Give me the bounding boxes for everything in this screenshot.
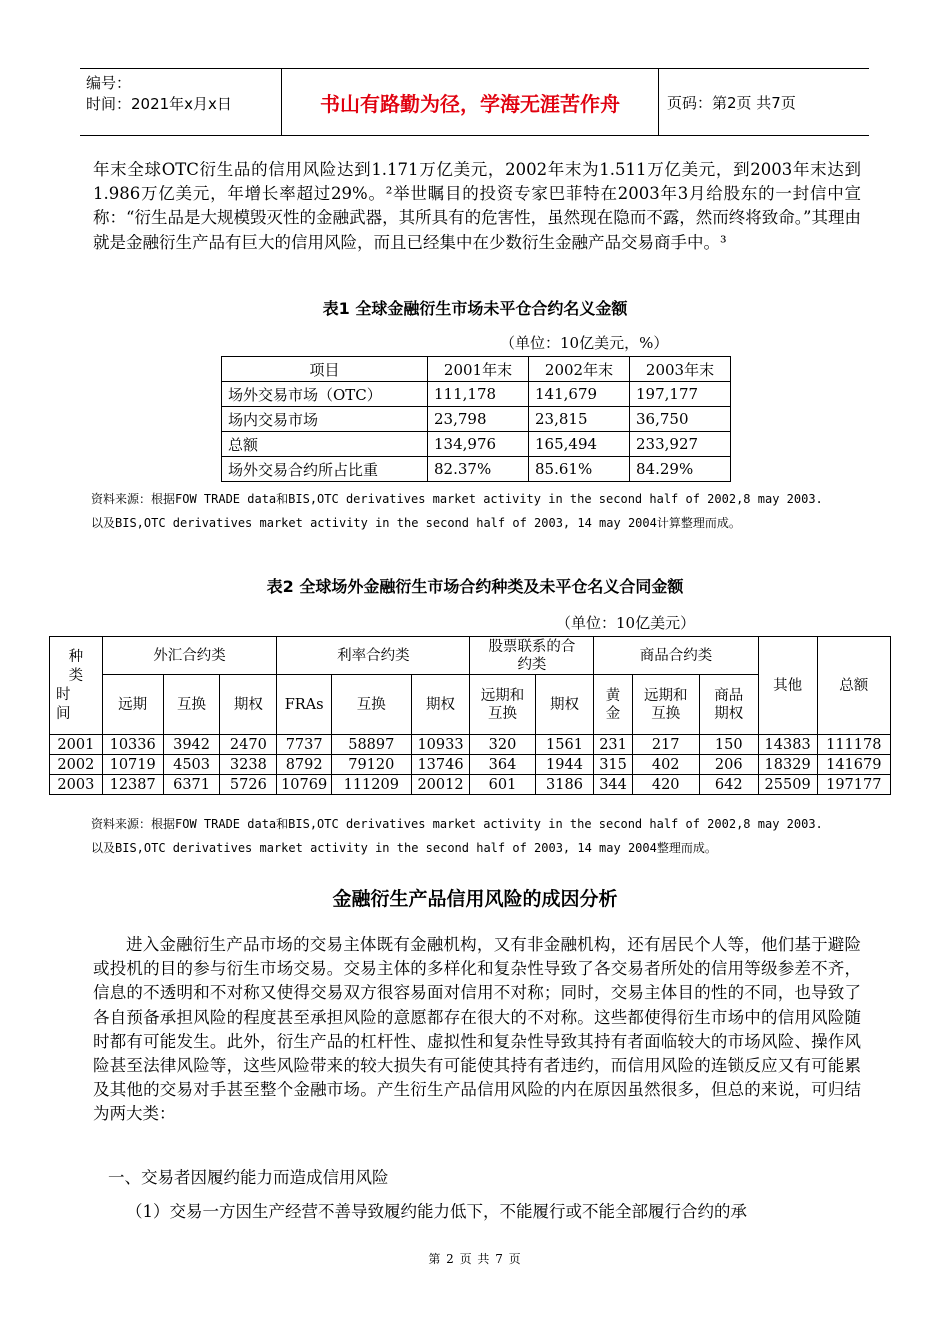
table1-header-row [222,357,731,382]
table2-cell: 14383 [758,735,817,755]
table2-cell: 3186 [535,775,594,795]
table2-subheader: 期权 [411,675,470,735]
table2-cell: 150 [699,735,758,755]
table2-corner-bottom: 时间 [56,686,71,722]
table-row [222,432,731,457]
table-row [222,407,731,432]
list-item-1: （1）交易一方因生产经营不善导致履约能力低下，不能履行或不能全部履行合约的承 [126,1202,747,1221]
table2-cell: 7737 [277,735,332,755]
table2-cell: 18329 [758,755,817,775]
table1-cell: 场外交易合约所占比重 [222,457,428,482]
table1-caption: 表1 全球金融衍生市场未平仓合约名义金额 [322,299,628,318]
table2-cell: 344 [594,775,632,795]
table1-header-cell: 2003年末 [630,357,731,382]
table2-subheader: FRAs [277,675,332,735]
table1-cell: 场外交易市场（OTC） [222,382,428,407]
table2-source-line2: 以及BIS,OTC derivatives market activity in the second half of 2003, 14 may 2004整理而成。 [91,841,717,855]
header-page-info: 页码：第2页 共7页 [667,93,796,112]
table1-header-cell: 2001年末 [428,357,529,382]
table2-subheader [632,675,699,735]
table2-subheader: 远期 [102,675,163,735]
table1-cell: 36,750 [630,407,731,432]
table2-cell: 6371 [163,775,220,795]
table2-cell: 10719 [102,755,163,775]
table1-cell: 场内交易市场 [222,407,428,432]
table2-cell: 3942 [163,735,220,755]
table2-cell: 111178 [817,735,890,755]
table2-cell: 12387 [102,775,163,795]
table2-cell: 13746 [411,755,470,775]
header-slogan: 书山有路勤为径，学海无涯苦作舟 [282,69,659,135]
table2-cell: 79120 [332,755,412,775]
intro-paragraph: 年末全球OTC衍生品的信用风险达到1.171万亿美元，2002年末为1.511万亿美元，到2003年末达到1.986万亿美元，年增长率超过29%。²举世瞩目的投资专家巴菲特在2003年3月给股东的一封信中宣称：“衍生品是大规模毁灭性的金融武器，其所具有的危害性，虽然现在隐而不露，然而终将致命。”其理由就是金融衍生产品有巨大的信用风险，而且已经集中在少数衍生金融产品交易商手中。³ [93,160,861,252]
table2-corner-top: 种类 [68,648,84,684]
table-row [222,382,731,407]
table1-unit: （单位：10亿美元，%） [500,334,669,352]
table2-cell: 420 [632,775,699,795]
table2-cell: 20012 [411,775,470,795]
section-title: 金融衍生产品信用风险的成因分析 [332,888,618,910]
table1-cell: 23,815 [529,407,630,432]
table2-cell: 2001 [50,735,103,755]
subheading-1: 一、交易者因履约能力而造成信用风险 [108,1168,389,1187]
table2-unit: （单位：10亿美元） [556,614,696,632]
table2-subheader: 期权 [220,675,277,735]
page-footer: 第 2 页 共 7 页 [428,1252,522,1266]
table1-header-cell: 2002年末 [529,357,630,382]
table2-cell: 1561 [535,735,594,755]
table1-cell: 82.37% [428,457,529,482]
table2-cell: 10933 [411,735,470,755]
table2-cell: 2470 [220,735,277,755]
table2-cell: 4503 [163,755,220,775]
table1-cell: 85.61% [529,457,630,482]
table2-group-commodity: 商品合约类 [594,637,758,675]
table-row [222,457,731,482]
table1-cell: 141,679 [529,382,630,407]
table1-cell: 111,178 [428,382,529,407]
table2-cell: 315 [594,755,632,775]
table2-subheader: 互换 [163,675,220,735]
table2-cell: 2002 [50,755,103,775]
table2-cell: 197177 [817,775,890,795]
doc-date: 时间：2021年x月x日 [86,95,232,113]
header-meta [80,69,282,135]
table2-group-equity [470,637,594,675]
table2-cell: 5726 [220,775,277,795]
table2-cell: 3238 [220,755,277,775]
table2-subheader-label: 商品期权 [714,687,744,722]
table2-subheader: 期权 [535,675,594,735]
table2-subheader: 互换 [332,675,412,735]
table2-cell: 217 [632,735,699,755]
table2-cell: 601 [470,775,535,795]
table2-group-other: 其他 [758,637,817,735]
table2-group-equity-label: 股票联系的合约类 [488,638,576,673]
table1-cell: 134,976 [428,432,529,457]
body-paragraph: 进入金融衍生产品市场的交易主体既有金融机构，又有非金融机构，还有居民个人等，他们基于避险或投机的目的参与衍生市场交易。交易主体的多样化和复杂性导致了各交易者所处的信用等级参差不齐，信息的不透明和不对称又使得交易双方很容易面对信用不对称；同时，交易主体目的性的不同，也导致了各自预备承担风险的程度甚至承担风险的意愿都存在很大的不对称。这些都使得衍生市场中的信用风险随时都有可能发生。此外，衍生产品的杠杆性、虚拟性和复杂性导致其持有者面临较大的市场风险、操作风险甚至法律风险等，这些风险带来的较大损失有可能使其持有者违约，而信用风险的连锁反应又有可能累及其他的交易对手甚至整个金融市场。产生衍生产品信用风险的内在原因虽然很多，但总的来说，可归结为两大类： [93,935,861,1124]
table2-cell: 1944 [535,755,594,775]
table2-subheader [699,675,758,735]
table1-header-cell: 项目 [222,357,428,382]
doc-number-label: 编号： [86,74,132,92]
table2-cell: 10336 [102,735,163,755]
table1-source-line2: 以及BIS,OTC derivatives market activity in the second half of 2003, 14 may 2004计算整理而成。 [91,516,741,530]
table2-cell: 10769 [277,775,332,795]
table2-group-row [50,637,891,675]
table1-source-line1: 资料来源：根据FOW TRADE data和BIS,OTC derivatives market activity in the second half of 2002,8 may 2003. [91,492,823,506]
table1-cell: 233,927 [630,432,731,457]
table2-caption: 表2 全球场外金融衍生市场合约种类及未平仓名义合同金额 [266,577,684,596]
table2-subheader-label: 远期和互换 [480,687,525,722]
table2-cell: 58897 [332,735,412,755]
table2-corner [50,637,103,735]
table1-cell: 23,798 [428,407,529,432]
table2 [49,636,891,795]
table2-source-line1: 资料来源：根据FOW TRADE data和BIS,OTC derivatives market activity in the second half of 2002,8 may 2003. [91,817,823,831]
table2-cell: 141679 [817,755,890,775]
table2-cell: 206 [699,755,758,775]
page-header [80,68,869,136]
table1-cell: 总额 [222,432,428,457]
table2-subheader [594,675,632,735]
table2-cell: 642 [699,775,758,795]
table2-cell: 111209 [332,775,412,795]
table1-cell: 197,177 [630,382,731,407]
table2-subheader-label: 黄金 [605,687,621,722]
table2-cell: 2003 [50,775,103,795]
table1-cell: 165,494 [529,432,630,457]
table-row [50,775,891,795]
table2-cell: 8792 [277,755,332,775]
table2-cell: 231 [594,735,632,755]
table2-cell: 320 [470,735,535,755]
table2-group-total: 总额 [817,637,890,735]
table2-cell: 402 [632,755,699,775]
table2-group-fx: 外汇合约类 [102,637,277,675]
table2-cell: 25509 [758,775,817,795]
table2-subheader [470,675,535,735]
table2-cell: 364 [470,755,535,775]
table-row [50,755,891,775]
table2-group-rates: 利率合约类 [277,637,470,675]
table1-cell: 84.29% [630,457,731,482]
table2-subheader-label: 远期和互换 [643,687,688,722]
table1 [221,356,731,482]
table-row [50,735,891,755]
